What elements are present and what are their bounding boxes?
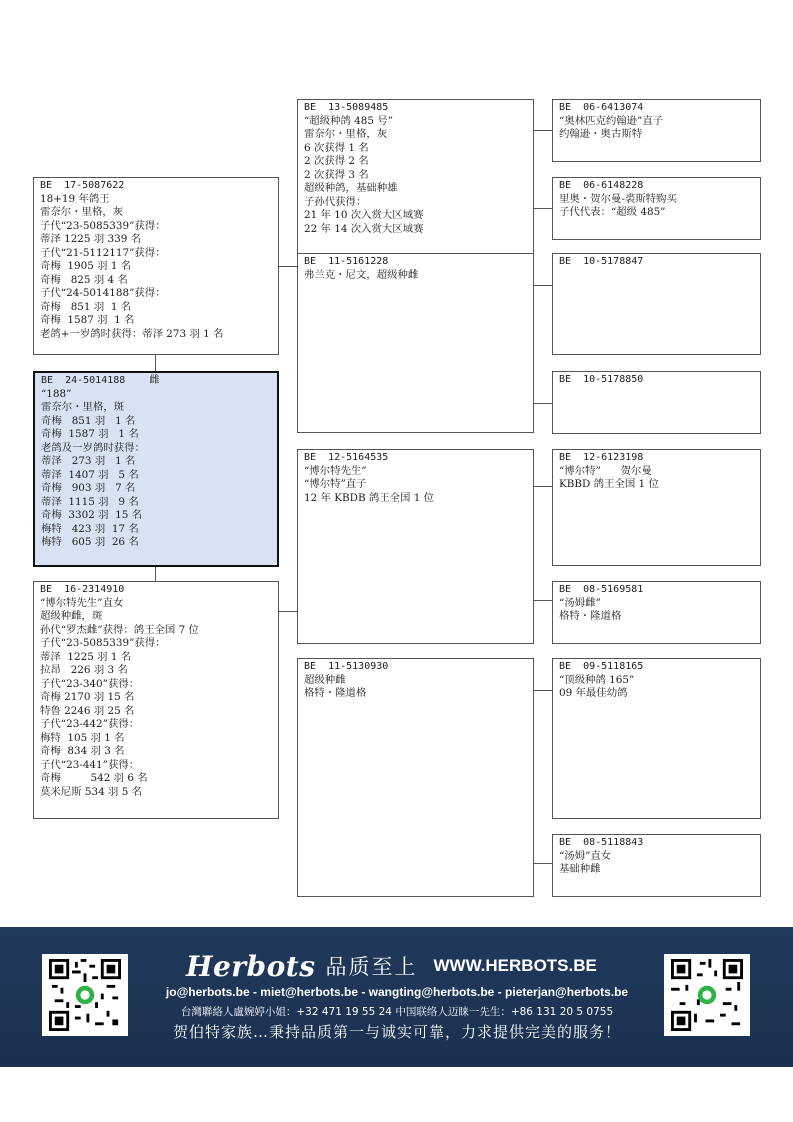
card-line: 奇梅 542 羽 6 名 bbox=[40, 772, 148, 784]
card-line: “188” bbox=[41, 387, 72, 400]
contact-emails[interactable]: jo@herbots.be - miet@herbots.be - wangting@herbots.be - pieterjan@herbots.be bbox=[165, 985, 629, 999]
sire-dam-card bbox=[297, 253, 534, 433]
ring-number: BE 17-5087622 bbox=[40, 180, 125, 191]
card-line: 21 年 10 次入赏大区域赛 bbox=[304, 209, 424, 221]
card-line: 雷奈尔・里格，灰 bbox=[304, 128, 388, 140]
connector-line bbox=[533, 863, 552, 864]
ring-number: BE 12-6123198 bbox=[559, 452, 644, 463]
card-line: “博尔特” 贺尔曼 bbox=[559, 464, 652, 477]
card-line: 基础种雌 bbox=[559, 863, 601, 875]
ring-number: BE 10-5178847 bbox=[559, 256, 644, 267]
card-line: 子代“21-5112117”获得： bbox=[40, 246, 166, 259]
card-line: “汤姆”直女 bbox=[559, 849, 612, 862]
card-line: “博尔特先生”直女 bbox=[40, 596, 124, 609]
card-line: “博尔特先生” bbox=[304, 464, 367, 477]
ds-sire-card bbox=[552, 449, 761, 566]
connector-line bbox=[533, 403, 552, 404]
connector-line bbox=[533, 208, 552, 209]
ring-number: BE 06-6413074 bbox=[559, 102, 644, 113]
card-line: “汤姆雌” bbox=[559, 596, 601, 609]
connector-line bbox=[155, 354, 156, 372]
card-line: 蒂泽 1225 羽 339 名 bbox=[40, 233, 142, 245]
card-line: 老鸽+一岁鸽时获得：蒂泽 273 羽 1 名 bbox=[40, 327, 224, 340]
card-line: 蒂泽 1115 羽 9 名 bbox=[41, 495, 139, 508]
card-line: 梅特 105 羽 1 名 bbox=[40, 731, 125, 744]
connector-line bbox=[155, 566, 156, 581]
card-line: 12 年 KBDB 鸽王全国 1 位 bbox=[304, 491, 435, 504]
card-line: 格特・隆道格 bbox=[304, 687, 367, 699]
card-line: 子代代表：“超级 485” bbox=[559, 206, 666, 218]
card-line: 奇梅 851 羽 1 名 bbox=[41, 414, 136, 427]
card-line: 奇梅 903 羽 7 名 bbox=[41, 482, 136, 494]
card-line: “顶级种鸽 165” bbox=[559, 673, 635, 686]
sd-dam-card bbox=[552, 371, 761, 434]
card-line: 特鲁 2246 羽 25 名 bbox=[40, 704, 135, 717]
card-line: 09 年最佳幼鸽 bbox=[559, 687, 628, 699]
brand-slogan: 品质至上 bbox=[325, 955, 418, 979]
dam-sire-card bbox=[297, 449, 534, 644]
card-line: 拉昂 226 羽 3 名 bbox=[40, 664, 128, 676]
card-line: 蒂泽 1407 羽 5 名 bbox=[41, 468, 139, 481]
card-line: 奇梅 1587 羽 1 名 bbox=[41, 428, 139, 440]
card-line: “博尔特”直子 bbox=[304, 478, 367, 490]
card-line: KBBD 鸽王全国 1 位 bbox=[559, 478, 659, 490]
card-line: 格特・隆道格 bbox=[559, 610, 622, 622]
card-line: 奇梅 1905 羽 1 名 bbox=[40, 260, 132, 272]
ring-number: BE 08-5169581 bbox=[559, 584, 644, 595]
ring-number: BE 11-5130930 bbox=[304, 661, 389, 672]
dam-card bbox=[33, 581, 279, 819]
dd-sire-card bbox=[552, 658, 761, 819]
ring-number: BE 24-5014188 雌 bbox=[41, 375, 160, 386]
wechat-qr-icon bbox=[47, 959, 123, 1031]
card-line: 超级种雌，斑 bbox=[40, 610, 103, 622]
connector-line bbox=[533, 130, 552, 131]
card-line: 里奥・贺尔曼-裘斯特购买 bbox=[559, 192, 677, 205]
dd-dam-card bbox=[552, 834, 761, 897]
footer-tagline: 贺伯特家族…秉持品质第一与诚实可靠，力求提供完美的服务！ bbox=[172, 1023, 621, 1041]
card-line: 子代“24-5014188”获得： bbox=[40, 287, 166, 299]
card-line: 超级种鸽，基础种雄 bbox=[304, 182, 398, 194]
card-line: 子代“23-442”获得： bbox=[40, 718, 140, 730]
ss-sire-card bbox=[552, 99, 761, 162]
sd-sire-card bbox=[552, 253, 761, 355]
card-line: 蒂泽 273 羽 1 名 bbox=[41, 455, 136, 467]
card-line: 子孙代获得： bbox=[304, 195, 367, 208]
card-line: 子代“23-340”获得： bbox=[40, 677, 140, 690]
ring-number: BE 16-2314910 bbox=[40, 584, 125, 595]
qr-code-right bbox=[664, 954, 750, 1036]
brand-row bbox=[186, 949, 616, 983]
card-line: 22 年 14 次入赏大区域赛 bbox=[304, 222, 424, 235]
footer-banner bbox=[0, 927, 793, 1067]
card-line: 弗兰克・尼文，超级种雌 bbox=[304, 268, 419, 281]
sire-card bbox=[33, 177, 279, 355]
ring-number: BE 10-5178850 bbox=[559, 374, 644, 385]
card-line: 奇梅 851 羽 1 名 bbox=[40, 300, 132, 313]
card-line: 约翰逊・奥古斯特 bbox=[559, 128, 643, 140]
connector-line bbox=[533, 690, 552, 691]
wechat-qr-icon bbox=[669, 959, 745, 1031]
card-line: 孙代“罗杰雌”获得：鸽王全国 7 位 bbox=[40, 623, 199, 636]
website-link[interactable]: WWW.HERBOTS.BE bbox=[433, 956, 597, 975]
ds-dam-card bbox=[552, 581, 761, 644]
card-line: 莫米尼斯 534 羽 5 名 bbox=[40, 785, 142, 798]
card-line: 梅特 423 羽 17 名 bbox=[41, 522, 139, 535]
card-line: 梅特 605 羽 26 名 bbox=[41, 536, 139, 548]
ring-number: BE 08-5118843 bbox=[559, 837, 644, 848]
qr-code-left bbox=[42, 954, 128, 1036]
contact-phones: 台灣聯絡人盧婉婷小姐：+32 471 19 55 24 中国联络人迈睐一先生：+86 131 20 5 0755 bbox=[180, 1006, 614, 1018]
ring-number: BE 13-5089485 bbox=[304, 102, 389, 113]
card-line: 子代“23-5085339”获得： bbox=[40, 637, 166, 649]
connector-line bbox=[533, 600, 552, 601]
connector-line bbox=[278, 611, 297, 612]
subject-card bbox=[33, 371, 279, 567]
card-line: 子代“23-441”获得： bbox=[40, 758, 140, 771]
ring-number: BE 12-5164535 bbox=[304, 452, 389, 463]
dam-dam-card bbox=[297, 658, 534, 897]
card-line: 18+19 年鸽王 bbox=[40, 192, 110, 205]
card-line: 奇梅 3302 羽 15 名 bbox=[41, 509, 143, 521]
card-line: 奇梅 825 羽 4 名 bbox=[40, 273, 128, 286]
herbots-logo: Herbots bbox=[186, 949, 316, 983]
card-line: 老鸽及一岁鸽时获得： bbox=[41, 441, 145, 454]
card-line: 2 次获得 2 名 bbox=[304, 155, 369, 167]
card-line: 蒂泽 1225 羽 1 名 bbox=[40, 650, 132, 663]
card-line: 6 次获得 1 名 bbox=[304, 141, 369, 154]
card-line: 奇梅 2170 羽 15 名 bbox=[40, 691, 135, 703]
card-line: 奇梅 1587 羽 1 名 bbox=[40, 314, 135, 326]
connector-line bbox=[533, 486, 552, 487]
ss-dam-card bbox=[552, 177, 761, 240]
card-line: 雷奈尔・里格，灰 bbox=[40, 206, 124, 218]
card-line: 超级种雌 bbox=[304, 673, 346, 686]
connector-line bbox=[278, 266, 297, 267]
ring-number: BE 11-5161228 bbox=[304, 256, 389, 267]
card-line: 子代“23-5085339”获得： bbox=[40, 219, 166, 232]
ring-number: BE 09-5118165 bbox=[559, 661, 644, 672]
card-line: 2 次获得 3 名 bbox=[304, 168, 369, 181]
card-line: “超级种鸽 485 号” bbox=[304, 114, 394, 127]
connector-line bbox=[533, 285, 552, 286]
card-line: 雷奈尔・里格，斑 bbox=[41, 401, 125, 413]
ring-number: BE 06-6148228 bbox=[559, 180, 644, 191]
card-line: “奥林匹克约翰逊”直子 bbox=[559, 114, 664, 127]
card-line: 奇梅 834 羽 3 名 bbox=[40, 745, 125, 757]
